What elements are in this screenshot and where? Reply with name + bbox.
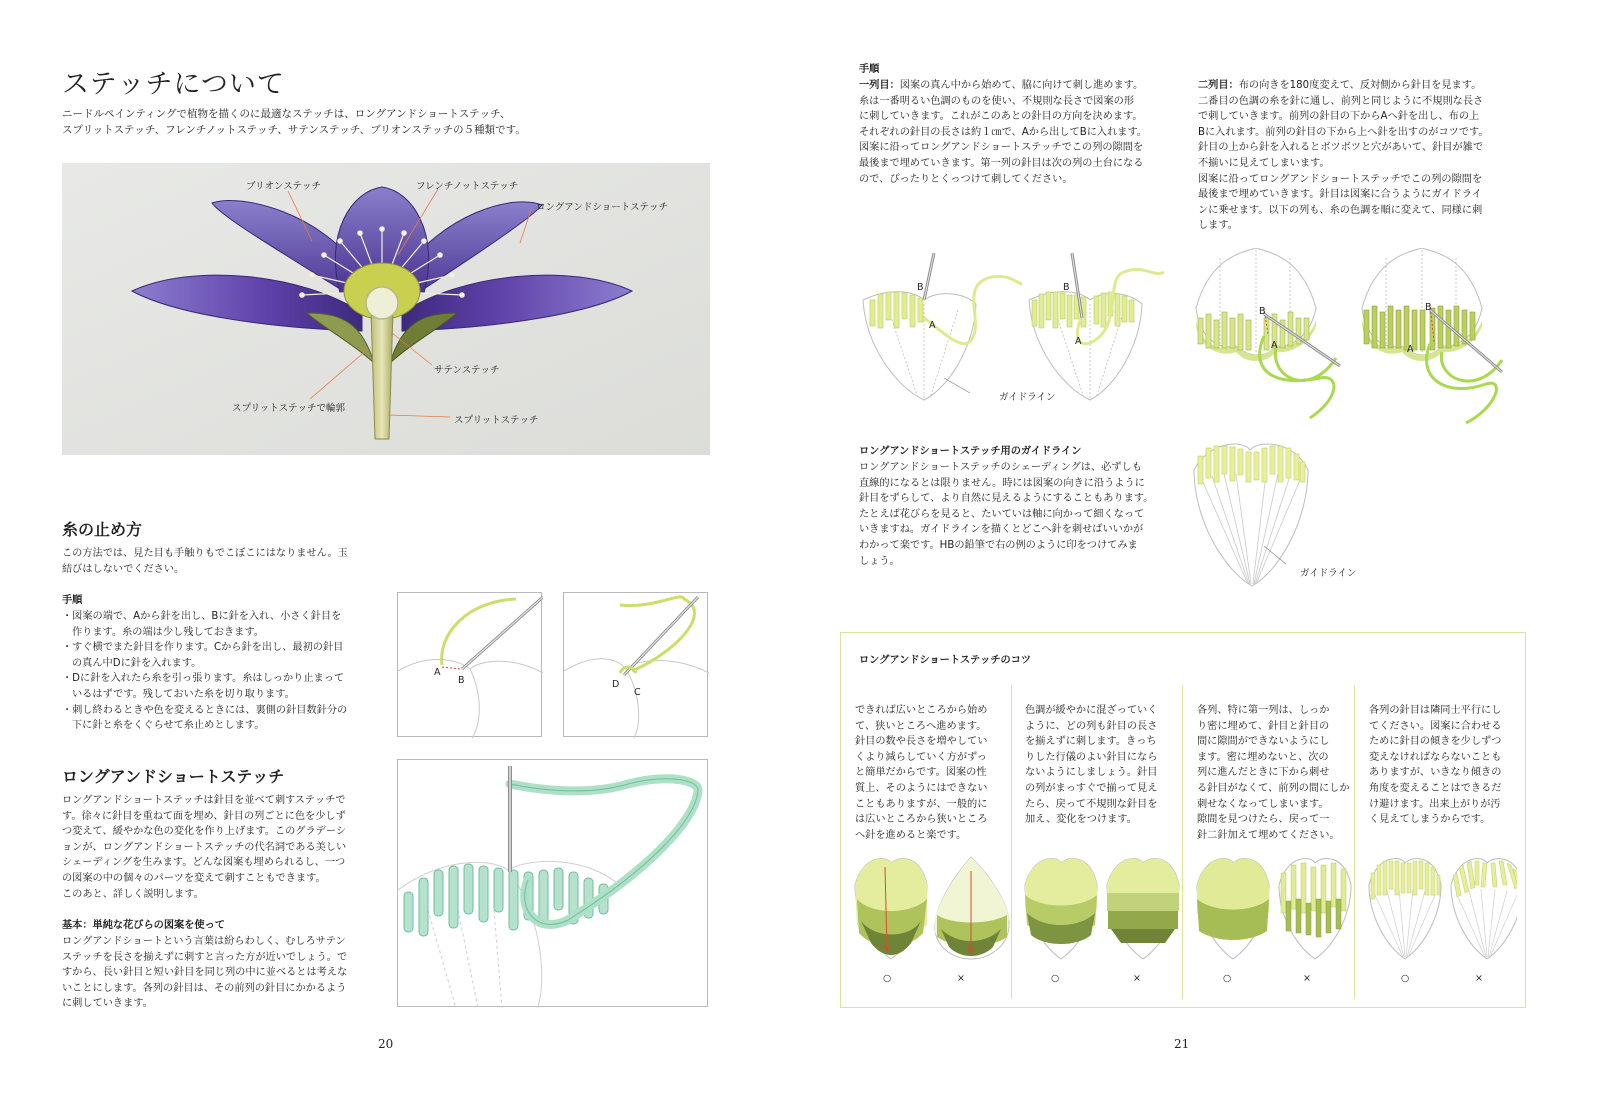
label-satin-stitch: サテンステッチ [434, 365, 500, 376]
basic-body: ロングアンドショートという言葉は紛らわしく、むしろサテン ステッチを長さを揃えずに刺すと言った方が近いでしょう。で すから、長い針目と短い針目を同じ列の中に並べるとは考えな いことにします。各列の針目は、その前列の針目にかかるよう に刺していきます。 [62, 936, 348, 1010]
label-b: B [458, 675, 465, 686]
stitch-bar [494, 868, 503, 912]
label-long-short: ロングアンドショートステッチ [536, 202, 668, 213]
flower-embroidery-photo [62, 163, 710, 455]
row2-body: 布の向きを180度変えて、反対側から針目を見ます。 二番目の色調の糸を針に通し、前列と同じように不規則な長さ で刺していきます。前列の針目の下からAへ針を出し、布の上 Bに入れます。前列の針目の下から上へ針を出すのがコツです。 針目の上から針を入れるとボツボツと穴があいて、針目が雑で 不揃いに見えてしまいます。 図案に沿ってロングアンドショートステッチでこの列の隙間を 最後まで埋めていきます。針目は図案に合うようにガイドライ ンに乗せます。以下の列も、糸の色調を順に変えて、同様に刺 します。 [1198, 80, 1489, 232]
petal-step-4 [1362, 248, 1502, 423]
tip1-good [855, 858, 927, 959]
step4-label-b: B [1425, 302, 1432, 313]
tip4-good [1369, 858, 1441, 959]
label-d: D [612, 679, 620, 690]
thread-end-figure-2 [563, 592, 708, 737]
tips-petal-examples [851, 855, 1517, 967]
stitch-bar [554, 868, 563, 910]
stitch-bar [434, 870, 443, 916]
thread-end-steps [62, 609, 382, 734]
long-short-figure [397, 759, 708, 1007]
tips-column-4: 各列の針目は隣同士平行にし てください。図案に合わせる ために針目の傾きを少しずつ 変えなければならないことも ありますが、いきなり傾きの 角度を変えることはできるだ け避けます。出来上がりが汚 く見えてしまうからです。 [1369, 705, 1502, 826]
page-number-left: 20 [378, 1037, 394, 1051]
guideline-figure [1190, 440, 1357, 590]
step4-label-a: A [1407, 344, 1414, 355]
step2-label-a: A [1075, 336, 1082, 347]
tips-column-1: できれば広いところから始め て、狭いところへ進めます。 針目の数や長さを増やしてい くより減らしていく方がずっ と簡単だからです。図案の性 質上、そのようにはできない こともありますが、一般的に は広いところから狭いところ へ針を進めると楽です。 [855, 705, 988, 841]
stitch-bar [509, 870, 518, 930]
step1-label-b: B [917, 282, 924, 293]
intro-line-1: ニードルペインティングで植物を描くのに最適なステッチは、ロングアンドショートステッチ、 [62, 108, 511, 120]
tip2-good [1025, 858, 1097, 959]
long-short-heading: ロングアンドショートステッチ [62, 767, 285, 786]
step3-label-b: B [1259, 306, 1266, 317]
tip1-bad [935, 857, 1009, 959]
tip4-bad [1451, 858, 1517, 959]
tips-box [840, 632, 1526, 1008]
label-a: A [434, 667, 441, 678]
label-bullion-stitch: ブリオンステッチ [246, 181, 322, 192]
thread-end-steps-heading: 手順 [62, 595, 83, 606]
thread-end-figure-1 [397, 592, 542, 737]
label-french-knot: フレンチノットステッチ [416, 181, 519, 192]
procedure-heading: 手順 [859, 64, 880, 75]
label-split-stitch: スプリットステッチ [454, 415, 539, 426]
page-title: ステッチについて [62, 69, 285, 100]
page-number-right: 21 [1174, 1037, 1190, 1051]
step-item: ・図案の端で、Aから針を出し、Bに針を入れ、小さく針目を 作ります。糸の端は少し残しておきます。 [62, 611, 342, 638]
label-c: C [634, 687, 641, 698]
procedure-row1 [859, 78, 1179, 187]
needle-ab-diagram [398, 593, 543, 738]
intro-line-2: スプリットステッチ、フレンチノットステッチ、サテンステッチ、ブリオンステッチの５種類です。 [62, 124, 526, 136]
step3-label-a: A [1271, 340, 1278, 351]
row1-label: 一列目： [859, 80, 900, 91]
tip2-good-mark: ○ [1051, 973, 1060, 984]
step1-label-guideline: ガイドライン [999, 392, 1056, 403]
thread-end-heading: 糸の止め方 [62, 520, 143, 539]
petal-step-3 [1196, 248, 1340, 418]
tip1-bad-mark: × [957, 973, 965, 984]
tip1-good-mark: ○ [883, 973, 892, 984]
tip3-good [1197, 858, 1269, 959]
tips-column-2: 色調が緩やかに混ざっていく ように、どの列も針目の長さ を揃えずに刺します。きっち りした行儀のよい針目になら ないようにしましょう。針目 の列がまっすぐで揃って見え たら、戻って不規則な針目を 加え、変化をつけます。 [1025, 705, 1158, 826]
four-petal-steps [858, 248, 1578, 428]
guideline-heading: ロングアンドショートステッチ用のガイドライン [859, 446, 1082, 457]
thread-end-intro: この方法では、見た目も手触りもでこぼこにはなりません。玉 結びはしないでください。 [62, 548, 348, 575]
right-page [800, 0, 1600, 1093]
tip4-good-mark: ○ [1401, 973, 1410, 984]
step2-label-b: B [1063, 282, 1070, 293]
petal-step-1 [863, 253, 1022, 400]
tip4-bad-mark: × [1475, 973, 1483, 984]
needle-cd-diagram [564, 593, 709, 738]
stitch-bar [404, 892, 413, 932]
step-diagrams [858, 248, 1578, 428]
row2-label: 二列目： [1198, 80, 1239, 91]
step-item: ・すぐ横でまた針目を作ります。Cから針を出し、最初の針目 の真ん中Dに針を入れます。 [62, 642, 344, 669]
guideline-figure-label: ガイドライン [1300, 568, 1357, 579]
tip3-bad-mark: × [1303, 973, 1311, 984]
row1-body: 図案の真ん中から始めて、脇に向けて刺し進めます。 糸は一番明るい色調のものを使い、不規則な長さで図案の形 に刺していきます。これがこのあとの針目の方向を決めます。 それぞれの針目の長さは約１㎝で、Aから出してBに入れます。 図案に沿ってロングアンドショートステッチでこの列の隙間を 最後まで埋めていきます。第一列の針目は次の列の土台になる ので、ぴったりとくっつけて刺してください。 [859, 80, 1147, 185]
tips-heading: ロングアンドショートステッチのコツ [859, 655, 1032, 666]
guideline-body: ロングアンドショートステッチのシェーディングは、必ずしも 直線的になるとは限りません。時には図案の向きに沿うように 針目をずらして、より自然に見えるようにすることもあります。 たとえば花びらを見ると、たいていは軸に向かって細くなって いきますね。ガイドラインを描くとどこへ針を刺せばいいかが わかって楽です。HBの鉛筆で右の例のように印をつけてみま しょう。 [859, 462, 1154, 567]
stitch-bar [464, 864, 473, 914]
stitch-bar [419, 878, 428, 936]
petal-row-diagram [398, 760, 709, 1008]
intro-text [62, 106, 682, 138]
step-item: ・刺し終わるときや色を変えるときには、裏側の針目数針分の 下に針と糸をくぐらせて糸止めとします。 [62, 704, 348, 732]
label-split-outline: スプリットステッチで輪郭 [232, 403, 345, 414]
long-short-body: ロングアンドショートステッチは針目を並べて刺すステッチで す。徐々に針目を重ねて面を埋め、針目の列ごとに色を少しず つ変えて、緩やかな色の変化を作り上げます。このグラデーシ ョンが、ロングアンドショートステッチの代名詞である美しい シェーディングを生みます。どんな図案も埋められるし、一つ の図案の中の個々のパーツを変えて刺すこともできます。 このあと、詳しく説明します。 [62, 795, 347, 900]
petal-step-2 [1029, 253, 1164, 400]
tip2-bad-mark: × [1133, 973, 1141, 984]
step-item: ・Dに針を入れたら糸を引っ張ります。糸はしっかり止まって いるはずです。残しておいた糸を切り取ります。 [62, 673, 345, 700]
tip3-good-mark: ○ [1223, 973, 1232, 984]
stitch-bar [479, 866, 488, 922]
tip3-bad [1279, 858, 1351, 959]
tip2-bad [1107, 858, 1179, 959]
basic-heading: 基本：単純な花びらの図案を使って [62, 920, 225, 931]
procedure-row2 [1198, 78, 1518, 234]
stitch-bar [449, 866, 458, 928]
tips-column-3: 各列、特に第一列は、しっか り密に埋めて、針目と針目の 間に隙間ができないようにし ます。密に埋めないと、次の 列に進んだときに下から刺せ る針目がなくて、前列の間にしか 刺せなくなってしまいます。 隙間を見つけたら、戻って一 針二針加えて埋めてください。 [1197, 705, 1350, 841]
step1-label-a: A [929, 320, 936, 331]
